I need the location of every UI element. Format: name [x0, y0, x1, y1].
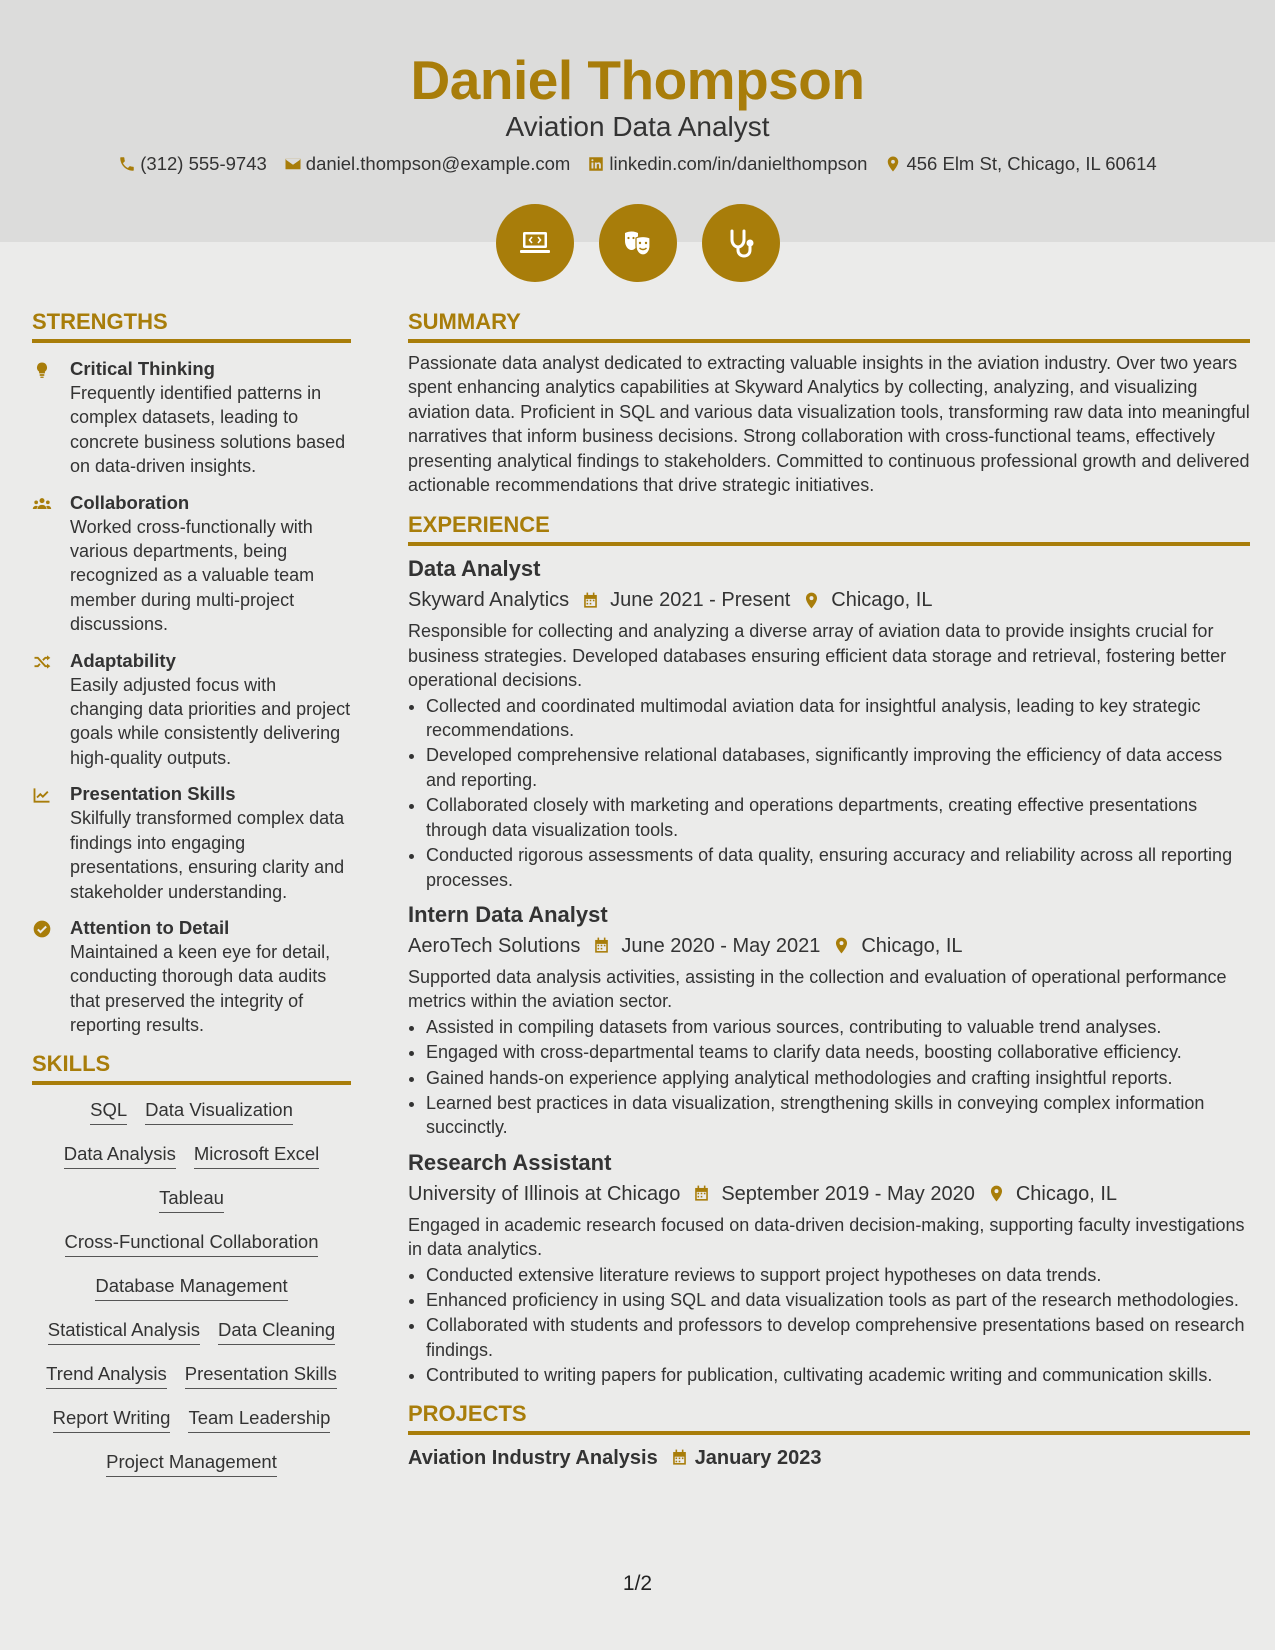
strength-title: Attention to Detail [70, 916, 230, 938]
address-text: 456 Elm St, Chicago, IL 60614 [906, 153, 1157, 174]
job-bullet: • Collaborated closely with marketing and operations departments, creating effective presentations through data visualization tools. [426, 793, 1250, 842]
stethoscope-badge [702, 204, 780, 282]
job-bullet: • Enhanced proficiency in using SQL and data visualization tools as part of the research methodologies. [426, 1288, 1250, 1312]
skill-tag: Statistical Analysis [48, 1319, 200, 1345]
strength-title: Critical Thinking [70, 358, 215, 379]
strength-desc: Frequently identified patterns in complex datasets, leading to concrete business solutions based on data-driven insights. [70, 383, 346, 477]
job-description: Responsible for collecting and analyzing a diverse array of aviation data to provide insights crucial for business strategies. Developed databases ensuring efficient data storage and retrieval, fostering better operational decisions. [408, 621, 1227, 691]
skill-tag: Microsoft Excel [194, 1143, 319, 1169]
job-description: Supported data analysis activities, assisting in the collection and evaluation of operational performance metrics within the aviation sector. [408, 966, 1227, 1012]
skill-row [32, 1099, 351, 1125]
users-icon [32, 494, 52, 514]
line-chart-icon [32, 785, 52, 805]
job-title: Research Assistant [408, 1149, 612, 1175]
job-location: Chicago, IL [831, 589, 933, 612]
job-dates: June 2020 - May 2021 [621, 934, 821, 957]
experience-heading: EXPERIENCE [408, 511, 1250, 546]
strength-title: Adaptability [70, 649, 176, 671]
job-bullet: • Learned best practices in data visualization, strengthening skills in conveying complex information succinctly. [426, 1091, 1250, 1140]
laptop-code-icon [515, 223, 555, 263]
job-entry [408, 1148, 1250, 1388]
skill-row [32, 1187, 351, 1213]
map-pin-icon [884, 155, 902, 173]
job-entry [408, 900, 1250, 1140]
job-title: Intern Data Analyst [408, 901, 608, 927]
strength-desc: Maintained a keen eye for detail, conducting thorough data audits that preserved the integrity of reporting results. [70, 941, 331, 1036]
job-bullets [426, 694, 1250, 892]
skill-tag: Data Cleaning [218, 1319, 335, 1345]
skill-tag: Presentation Skills [185, 1363, 337, 1389]
job-bullet: • Conducted extensive literature reviews to support project hypotheses on data trends. [426, 1263, 1250, 1287]
job-description: Engaged in academic research focused on data-driven decision-making, supporting faculty investigations in data analytics. [408, 1214, 1245, 1260]
skill-tag: Data Analysis [64, 1143, 176, 1169]
stethoscope-icon [721, 223, 761, 263]
project-item [408, 1443, 1250, 1473]
skill-tag: Data Visualization [145, 1099, 293, 1125]
strengths-heading: STRENGTHS [32, 308, 351, 343]
projects-heading: PROJECTS [408, 1400, 1250, 1435]
skills-list [32, 1099, 351, 1477]
job-meta [408, 585, 1250, 615]
job-meta [408, 1179, 1250, 1209]
job-dates: September 2019 - May 2020 [721, 1182, 975, 1205]
theater-masks-badge [599, 204, 677, 282]
page-number: 1/2 [622, 1572, 653, 1595]
calendar-icon [592, 936, 611, 955]
candidate-name: Daniel Thompson [410, 49, 865, 111]
contact-linkedin[interactable] [587, 152, 867, 176]
skill-tag: Database Management [95, 1275, 287, 1301]
job-entry [408, 554, 1250, 891]
job-bullet: • Collected and coordinated multimodal aviation data for insightful analysis, leading to key strategic recommendations. [426, 694, 1250, 743]
shuffle-icon [32, 652, 52, 672]
skill-tag: Team Leadership [188, 1407, 330, 1433]
contact-phone[interactable] [118, 152, 267, 176]
left-column [32, 308, 351, 1495]
strength-item [32, 357, 351, 479]
map-pin-icon [832, 936, 851, 955]
contact-address [884, 152, 1156, 176]
job-bullet: • Conducted rigorous assessments of data quality, ensuring accuracy and reliability across all reporting processes. [426, 843, 1250, 892]
summary-text: Passionate data analyst dedicated to extracting valuable insights in the aviation industry. Over two years spent enhancing analytics capabilities at Skyward Analytics by collecting, analyzing, and visualizing aviation data. Proficient in SQL and various data visualization tools, transforming raw data into meaningful narratives that inform business decisions. Strong collaboration with cross-functional teams, effectively presenting analytical findings to stakeholders. Committed to continuous professional growth and delivered actionable recommendations that drive strategic initiatives. [408, 353, 1250, 496]
right-column [408, 308, 1250, 1473]
envelope-icon [284, 155, 302, 173]
strength-item [32, 782, 351, 904]
job-company: Skyward Analytics [408, 589, 570, 612]
phone-text: (312) 555-9743 [140, 153, 267, 174]
resume-header [0, 0, 1275, 242]
strengths-list [32, 357, 351, 1038]
skill-tag: Report Writing [53, 1407, 171, 1433]
skill-row [32, 1319, 351, 1345]
linkedin-text: linkedin.com/in/danielthompson [609, 153, 868, 174]
skill-row [32, 1451, 351, 1477]
theater-masks-icon [618, 223, 658, 263]
strength-title: Presentation Skills [70, 783, 236, 805]
contact-bar [0, 152, 1275, 176]
map-pin-icon [987, 1184, 1006, 1203]
map-pin-icon [802, 591, 821, 610]
skill-row [32, 1407, 351, 1433]
jobs-list [408, 554, 1250, 1387]
job-title: Data Analyst [408, 556, 541, 582]
check-circle-icon [32, 919, 52, 939]
job-bullet: • Contributed to writing papers for publication, cultivating academic writing and communication skills. [426, 1363, 1250, 1387]
job-bullet: • Assisted in compiling datasets from various sources, contributing to valuable trend analyses. [426, 1015, 1250, 1039]
skill-row [32, 1143, 351, 1169]
strength-title: Collaboration [70, 491, 190, 513]
calendar-icon [692, 1184, 711, 1203]
job-location: Chicago, IL [861, 934, 963, 957]
project-name: Aviation Industry Analysis [408, 1446, 658, 1469]
job-company: AeroTech Solutions [408, 934, 581, 957]
linkedin-icon [587, 155, 605, 173]
job-bullet: • Gained hands-on experience applying analytical methodologies and crafting insightful reports. [426, 1066, 1250, 1090]
skill-row [32, 1231, 351, 1257]
strength-item [32, 649, 351, 771]
summary-heading: SUMMARY [408, 308, 1250, 343]
skill-tag: Cross-Functional Collaboration [65, 1231, 319, 1257]
job-company: University of Illinois at Chicago [408, 1182, 681, 1205]
job-bullet: • Collaborated with students and professors to develop comprehensive presentations based on research findings. [426, 1313, 1250, 1362]
strength-desc: Skilfully transformed complex data findings into engaging presentations, ensuring clarity and stakeholder understanding. [70, 808, 345, 902]
skill-tag: Project Management [106, 1451, 277, 1477]
skill-row [32, 1275, 351, 1301]
strength-item [32, 491, 351, 637]
strength-desc: Worked cross-functionally with various departments, being recognized as a valuable team member during multi-project discussions. [70, 516, 315, 635]
laptop-code-badge [496, 204, 574, 282]
job-dates: June 2021 - Present [610, 589, 791, 612]
job-bullet: • Engaged with cross-departmental teams to clarify data needs, boosting collaborative efficiency. [426, 1040, 1250, 1064]
job-bullets [426, 1015, 1250, 1140]
lightbulb-icon [32, 360, 52, 380]
strength-desc: Easily adjusted focus with changing data priorities and project goals while consistently delivering high-quality outputs. [70, 674, 351, 768]
strength-item [32, 916, 351, 1038]
project-date: January 2023 [694, 1446, 822, 1469]
candidate-role: Aviation Data Analyst [505, 111, 770, 142]
job-bullets [426, 1263, 1250, 1388]
job-meta [408, 931, 1250, 961]
phone-icon [118, 155, 136, 173]
skill-tag: Trend Analysis [46, 1363, 167, 1389]
email-text: daniel.thompson@example.com [305, 153, 571, 174]
job-bullet: • Developed comprehensive relational databases, significantly improving the efficiency of data access and reporting. [426, 743, 1250, 792]
calendar-icon [581, 591, 600, 610]
badge-row [0, 204, 1275, 282]
contact-email[interactable] [284, 152, 571, 176]
calendar-icon [670, 1448, 689, 1467]
skill-row [32, 1363, 351, 1389]
job-location: Chicago, IL [1015, 1182, 1118, 1205]
skill-tag: SQL [90, 1099, 127, 1125]
skills-heading: SKILLS [32, 1050, 351, 1085]
skill-tag: Tableau [159, 1187, 224, 1213]
